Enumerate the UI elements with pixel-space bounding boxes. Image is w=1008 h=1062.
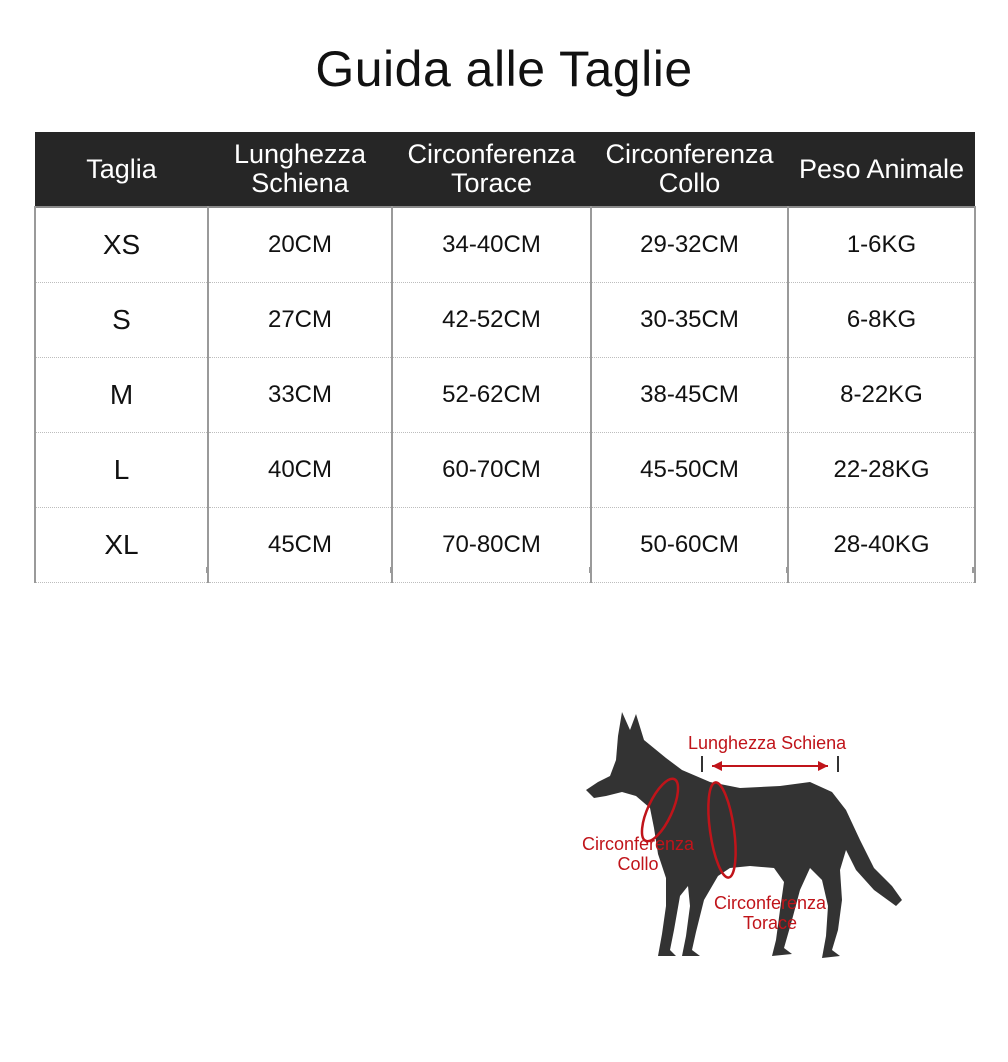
table-row [35, 207, 975, 283]
size-table [34, 132, 976, 583]
neck-girth-label: Circonferenza Collo [581, 834, 695, 874]
size-cell: M [35, 358, 208, 433]
header-weight: Peso Animale [788, 132, 975, 207]
table-bottom-edge [34, 567, 974, 573]
chest-girth-cell: 52-62CM [392, 358, 591, 433]
size-cell: XS [35, 207, 208, 283]
neck-girth-cell: 30-35CM [591, 283, 788, 358]
weight-cell: 1-6KG [788, 207, 975, 283]
weight-cell: 22-28KG [788, 433, 975, 508]
back-length-cell: 20CM [208, 207, 392, 283]
table-header-row [35, 132, 975, 207]
table-row [35, 283, 975, 358]
chest-girth-cell: 60-70CM [392, 433, 591, 508]
header-chest-girth: Circonferenza Torace [392, 132, 591, 207]
back-length-cell: 45CM [208, 508, 392, 583]
back-length-label: Lunghezza Schiena [688, 733, 847, 753]
chest-girth-cell: 70-80CM [392, 508, 591, 583]
size-cell: L [35, 433, 208, 508]
back-length-cell: 27CM [208, 283, 392, 358]
chest-girth-cell: 34-40CM [392, 207, 591, 283]
table-row [35, 358, 975, 433]
neck-girth-cell: 45-50CM [591, 433, 788, 508]
page-title: Guida alle Taglie [315, 41, 693, 97]
header-back-length: Lunghezza Schiena [208, 132, 392, 207]
back-length-cell: 33CM [208, 358, 392, 433]
weight-cell: 8-22KG [788, 358, 975, 433]
table-row [35, 433, 975, 508]
chest-girth-cell: 42-52CM [392, 283, 591, 358]
neck-girth-cell: 50-60CM [591, 508, 788, 583]
weight-cell: 28-40KG [788, 508, 975, 583]
size-cell: XL [35, 508, 208, 583]
neck-girth-cell: 38-45CM [591, 358, 788, 433]
back-length-cell: 40CM [208, 433, 392, 508]
size-cell: S [35, 283, 208, 358]
weight-cell: 6-8KG [788, 283, 975, 358]
neck-girth-cell: 29-32CM [591, 207, 788, 283]
header-neck-girth: Circonferenza Collo [591, 132, 788, 207]
header-taglia: Taglia [35, 132, 208, 207]
chest-girth-label: Circonferenza Torace [713, 893, 827, 933]
